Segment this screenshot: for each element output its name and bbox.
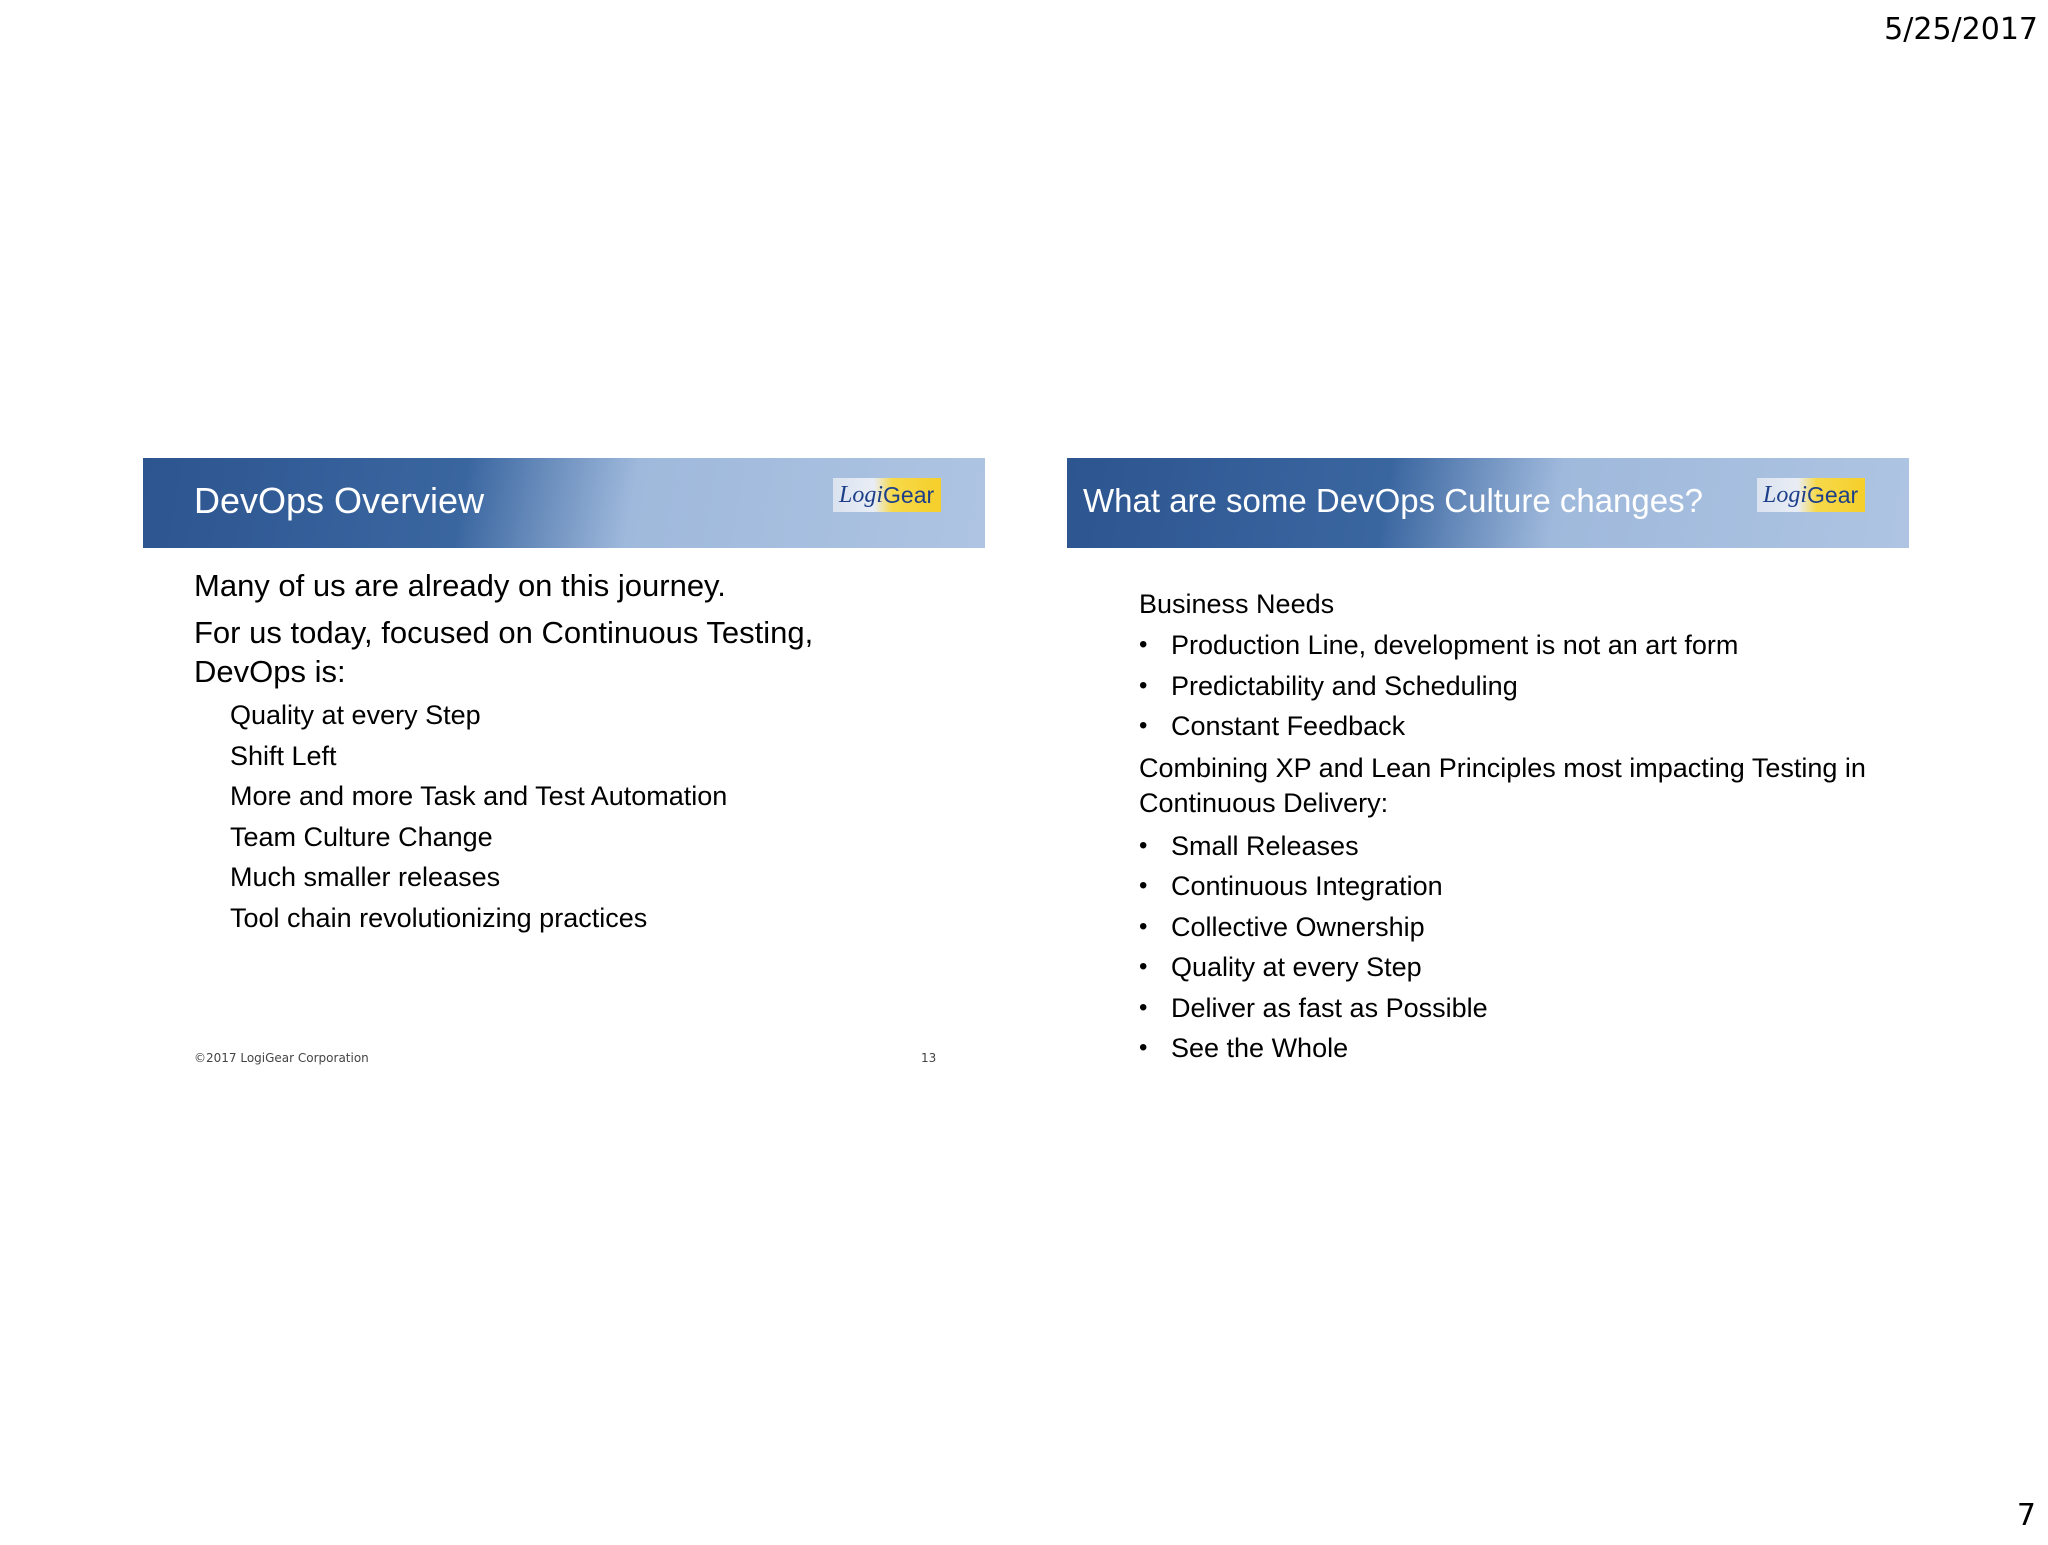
list-item — [1139, 951, 1879, 983]
focus-paragraph: For us today, focused on Continuous Testing, DevOps is: — [194, 615, 814, 689]
section-heading: Business Needs — [1139, 589, 1335, 619]
list-item: Tool chain revolutionizing practices — [230, 902, 648, 933]
slide-header — [143, 458, 985, 548]
logigear-logo — [833, 478, 941, 512]
list-item: More and more Task and Test Automation — [230, 781, 728, 811]
list-item — [1139, 1032, 1879, 1064]
list-item — [1139, 992, 1879, 1024]
list-item-text: Continuous Integration — [1171, 871, 1443, 901]
devops-aspects-list — [194, 699, 894, 934]
list-item: Quality at every Step — [230, 700, 481, 730]
page-date: 5/25/2017 — [1884, 12, 2038, 47]
list-item-text: Constant Feedback — [1171, 711, 1406, 741]
list-item — [1139, 629, 1879, 661]
list-item: Shift Left — [230, 740, 337, 771]
logo-text-logi: Logi — [839, 481, 884, 508]
intro-paragraph: Many of us are already on this journey. — [194, 568, 726, 603]
list-item — [1139, 911, 1879, 943]
section-heading: Combining XP and Lean Principles most impacting Testing in Continuous Delivery: — [1139, 752, 1866, 818]
bullet-icon: • — [1139, 953, 1148, 980]
bullet-icon: • — [1139, 671, 1148, 699]
principles-list — [1139, 830, 1879, 1065]
logo-text-gear: Gear — [1807, 481, 1859, 508]
list-item-text: Collective Ownership — [1171, 911, 1425, 942]
bullet-icon: • — [1139, 912, 1148, 940]
list-item — [1139, 710, 1879, 742]
business-needs-list — [1139, 629, 1879, 742]
slide-number: 13 — [921, 1051, 937, 1065]
list-item — [1139, 670, 1879, 702]
logigear-logo — [1757, 478, 1865, 512]
bullet-icon: • — [1139, 712, 1148, 739]
list-item: Much smaller releases — [230, 862, 501, 892]
copyright-footer: ©2017 LogiGear Corporation — [194, 1051, 369, 1065]
slide-devops-overview — [143, 458, 985, 1088]
bullet-icon: • — [1139, 872, 1148, 899]
list-item — [1139, 830, 1879, 862]
slide-body — [1139, 588, 1879, 1073]
page-number: 7 — [2016, 1498, 2036, 1533]
list-item-text: Small Releases — [1171, 830, 1359, 861]
slide-title: DevOps Overview — [194, 480, 485, 521]
slide-devops-culture-changes — [1067, 458, 1909, 1088]
bullet-icon: • — [1139, 831, 1148, 859]
list-item — [1139, 870, 1879, 902]
bullet-icon: • — [1139, 993, 1148, 1021]
bullet-icon: • — [1139, 631, 1148, 658]
list-item-text: Production Line, development is not an art form — [1171, 630, 1739, 660]
bullet-icon: • — [1139, 1034, 1148, 1061]
slide-header — [1067, 458, 1909, 548]
logo-text-logi: Logi — [1763, 481, 1808, 508]
list-item-text: Quality at every Step — [1171, 952, 1422, 982]
logo-text-gear: Gear — [883, 481, 935, 508]
list-item: Team Culture Change — [230, 821, 493, 852]
list-item-text: See the Whole — [1171, 1033, 1349, 1063]
slide-body — [194, 566, 894, 942]
list-item-text: Deliver as fast as Possible — [1171, 992, 1488, 1023]
list-item-text: Predictability and Scheduling — [1171, 670, 1518, 701]
slide-title: What are some DevOps Culture changes? — [1083, 482, 1703, 519]
